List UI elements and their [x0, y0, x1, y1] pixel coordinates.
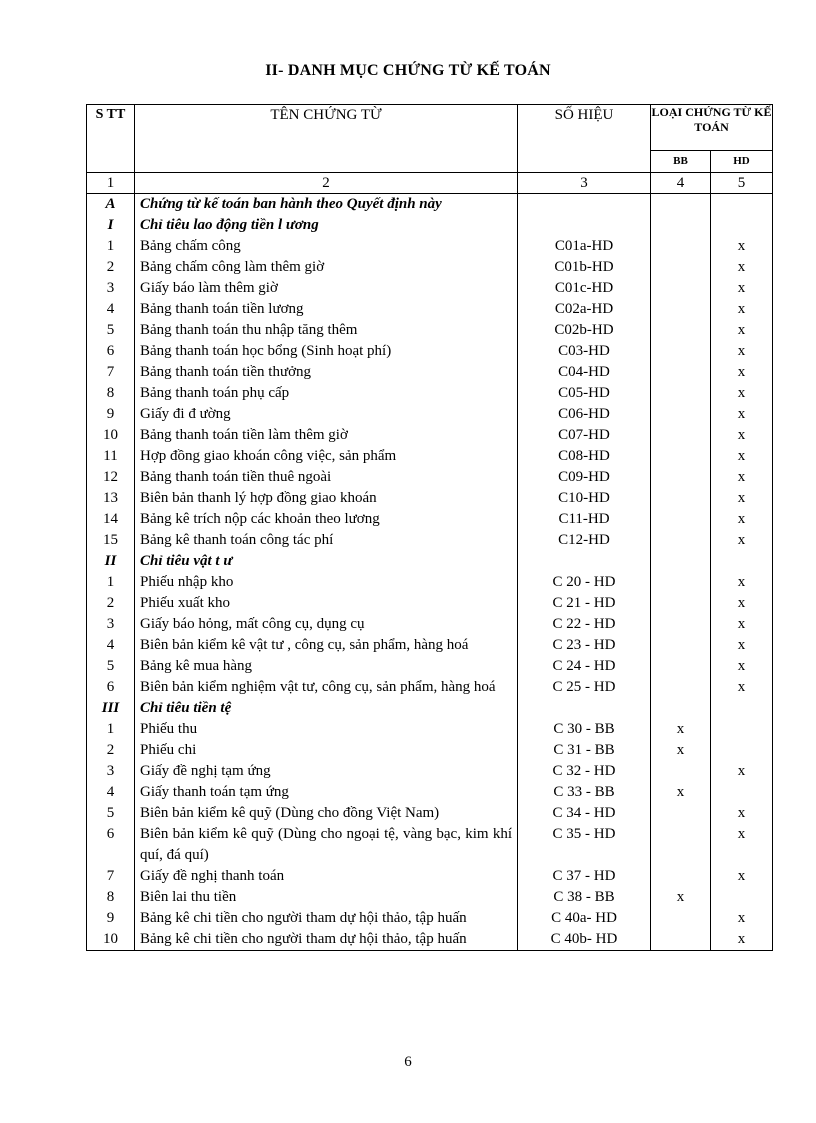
row-code: C08-HD: [518, 446, 651, 467]
column-number: 4: [651, 173, 711, 194]
row-code: C 21 - HD: [518, 593, 651, 614]
row-hd-mark: x: [711, 362, 773, 383]
row-code: C 37 - HD: [518, 866, 651, 887]
row-hd-mark: [711, 194, 773, 216]
row-bb-mark: [651, 908, 711, 929]
row-hd-mark: x: [711, 404, 773, 425]
row-bb-mark: [651, 257, 711, 278]
row-bb-mark: [651, 446, 711, 467]
row-bb-mark: [651, 215, 711, 236]
row-bb-mark: [651, 425, 711, 446]
section-row: [87, 215, 773, 236]
row-hd-mark: x: [711, 467, 773, 488]
row-name: Bảng kê thanh toán công tác phí: [135, 530, 518, 551]
row-name: Biên bản kiểm nghiệm vật tư, công cụ, sản phẩm, hàng hoá: [135, 677, 518, 698]
table-row: [87, 866, 773, 887]
row-stt: 5: [87, 803, 135, 824]
row-hd-mark: x: [711, 509, 773, 530]
row-bb-mark: [651, 824, 711, 866]
row-hd-mark: [711, 887, 773, 908]
row-code: C01a-HD: [518, 236, 651, 257]
section-row: [87, 698, 773, 719]
table-row: [87, 572, 773, 593]
row-bb-mark: [651, 803, 711, 824]
row-bb-mark: [651, 614, 711, 635]
row-hd-mark: [711, 719, 773, 740]
header-hd: HD: [711, 151, 773, 173]
row-name: Chỉ tiêu tiền tệ: [135, 698, 518, 719]
row-stt: 12: [87, 467, 135, 488]
row-code: C 22 - HD: [518, 614, 651, 635]
table-row: [87, 614, 773, 635]
header-name: TÊN CHỨNG TỪ: [135, 105, 518, 173]
table-row: [87, 446, 773, 467]
row-code: C02a-HD: [518, 299, 651, 320]
table-row: [87, 509, 773, 530]
row-code: C02b-HD: [518, 320, 651, 341]
row-bb-mark: [651, 698, 711, 719]
section-row: [87, 551, 773, 572]
table-row: [87, 656, 773, 677]
row-code: C 32 - HD: [518, 761, 651, 782]
row-name: Biên bản kiểm kê vật tư , công cụ, sản phẩm, hàng hoá: [135, 635, 518, 656]
row-name: Chỉ tiêu vật t ư: [135, 551, 518, 572]
row-bb-mark: [651, 278, 711, 299]
row-code: C 38 - BB: [518, 887, 651, 908]
row-name: Biên bản thanh lý hợp đồng giao khoán: [135, 488, 518, 509]
table-row: [87, 677, 773, 698]
header-code: SỐ HIỆU: [518, 105, 651, 173]
row-code: C05-HD: [518, 383, 651, 404]
row-bb-mark: [651, 383, 711, 404]
row-stt: 9: [87, 908, 135, 929]
row-code: C 30 - BB: [518, 719, 651, 740]
row-stt: 2: [87, 740, 135, 761]
table-row: [87, 824, 773, 866]
table-row: [87, 383, 773, 404]
row-bb-mark: [651, 656, 711, 677]
voucher-catalog-table: [86, 104, 773, 951]
row-code: C01c-HD: [518, 278, 651, 299]
row-code: [518, 215, 651, 236]
row-stt: 4: [87, 635, 135, 656]
row-bb-mark: [651, 236, 711, 257]
row-hd-mark: [711, 740, 773, 761]
table-row: [87, 320, 773, 341]
table-row: [87, 257, 773, 278]
row-hd-mark: x: [711, 824, 773, 866]
row-name: Giấy đề nghị thanh toán: [135, 866, 518, 887]
row-bb-mark: x: [651, 719, 711, 740]
row-code: C12-HD: [518, 530, 651, 551]
column-number: 1: [87, 173, 135, 194]
row-hd-mark: x: [711, 320, 773, 341]
row-name: Bảng kê trích nộp các khoản theo lương: [135, 509, 518, 530]
table-row: [87, 341, 773, 362]
row-code: [518, 194, 651, 216]
row-bb-mark: [651, 572, 711, 593]
row-name: Phiếu nhập kho: [135, 572, 518, 593]
row-name: Hợp đồng giao khoán công việc, sản phẩm: [135, 446, 518, 467]
row-bb-mark: [651, 635, 711, 656]
row-stt: 15: [87, 530, 135, 551]
row-bb-mark: [651, 404, 711, 425]
table-row: [87, 740, 773, 761]
row-bb-mark: [651, 320, 711, 341]
row-stt: 6: [87, 824, 135, 866]
row-bb-mark: [651, 467, 711, 488]
row-stt: 5: [87, 656, 135, 677]
row-name: Phiếu thu: [135, 719, 518, 740]
row-stt: 8: [87, 383, 135, 404]
row-stt: II: [87, 551, 135, 572]
row-hd-mark: [711, 215, 773, 236]
row-hd-mark: x: [711, 572, 773, 593]
row-code: C11-HD: [518, 509, 651, 530]
row-name: Bảng kê chi tiền cho người tham dự hội thảo, tập huấn: [135, 929, 518, 951]
row-stt: 8: [87, 887, 135, 908]
row-hd-mark: x: [711, 446, 773, 467]
row-bb-mark: [651, 761, 711, 782]
row-stt: 1: [87, 236, 135, 257]
row-hd-mark: x: [711, 257, 773, 278]
row-name: Biên bản kiểm kê quỹ (Dùng cho đồng Việt Nam): [135, 803, 518, 824]
row-bb-mark: [651, 866, 711, 887]
table-row: [87, 908, 773, 929]
row-stt: 2: [87, 593, 135, 614]
column-number: 5: [711, 173, 773, 194]
row-name: Phiếu xuất kho: [135, 593, 518, 614]
row-hd-mark: [711, 698, 773, 719]
section-row: [87, 194, 773, 216]
row-bb-mark: [651, 299, 711, 320]
row-bb-mark: [651, 929, 711, 951]
row-name: Bảng chấm công: [135, 236, 518, 257]
page-number: 6: [404, 1054, 412, 1070]
row-stt: 11: [87, 446, 135, 467]
table-row: [87, 887, 773, 908]
row-name: Bảng thanh toán tiền thưởng: [135, 362, 518, 383]
row-bb-mark: [651, 677, 711, 698]
row-code: C 40b- HD: [518, 929, 651, 951]
row-code: C 34 - HD: [518, 803, 651, 824]
column-number-row: [87, 173, 773, 194]
row-stt: 1: [87, 572, 135, 593]
row-hd-mark: x: [711, 593, 773, 614]
row-name: Bảng thanh toán phụ cấp: [135, 383, 518, 404]
row-code: C01b-HD: [518, 257, 651, 278]
row-hd-mark: x: [711, 635, 773, 656]
column-number: 3: [518, 173, 651, 194]
row-hd-mark: x: [711, 761, 773, 782]
row-bb-mark: x: [651, 887, 711, 908]
row-stt: 3: [87, 614, 135, 635]
row-name: Bảng thanh toán tiền làm thêm giờ: [135, 425, 518, 446]
table-row: [87, 278, 773, 299]
row-hd-mark: x: [711, 908, 773, 929]
row-stt: 10: [87, 929, 135, 951]
table-row: [87, 719, 773, 740]
row-bb-mark: [651, 194, 711, 216]
row-code: C 33 - BB: [518, 782, 651, 803]
row-hd-mark: x: [711, 929, 773, 951]
row-code: C03-HD: [518, 341, 651, 362]
row-hd-mark: x: [711, 488, 773, 509]
row-bb-mark: [651, 509, 711, 530]
row-name: Giấy đi đ ường: [135, 404, 518, 425]
row-code: C10-HD: [518, 488, 651, 509]
row-name: Biên bản kiểm kê quỹ (Dùng cho ngoại tệ, vàng bạc, kim khí quí, đá quí): [135, 824, 518, 866]
row-stt: 3: [87, 761, 135, 782]
column-number: 2: [135, 173, 518, 194]
table-row: [87, 488, 773, 509]
row-name: Bảng thanh toán học bổng (Sinh hoạt phí): [135, 341, 518, 362]
row-stt: 1: [87, 719, 135, 740]
row-code: C09-HD: [518, 467, 651, 488]
row-stt: 4: [87, 299, 135, 320]
row-hd-mark: x: [711, 614, 773, 635]
row-stt: 10: [87, 425, 135, 446]
row-hd-mark: x: [711, 677, 773, 698]
row-stt: 7: [87, 866, 135, 887]
row-bb-mark: [651, 551, 711, 572]
row-name: Giấy báo làm thêm giờ: [135, 278, 518, 299]
row-name: Giấy báo hỏng, mất công cụ, dụng cụ: [135, 614, 518, 635]
row-bb-mark: [651, 593, 711, 614]
row-stt: 6: [87, 677, 135, 698]
row-name: Phiếu chi: [135, 740, 518, 761]
row-name: Bảng thanh toán tiền thuê ngoài: [135, 467, 518, 488]
row-stt: 2: [87, 257, 135, 278]
row-name: Bảng thanh toán tiền lương: [135, 299, 518, 320]
row-stt: A: [87, 194, 135, 216]
row-code: C 23 - HD: [518, 635, 651, 656]
row-code: C 40a- HD: [518, 908, 651, 929]
row-hd-mark: x: [711, 656, 773, 677]
row-stt: 14: [87, 509, 135, 530]
row-name: Bảng kê chi tiền cho người tham dự hội thảo, tập huấn: [135, 908, 518, 929]
row-code: [518, 698, 651, 719]
table-row: [87, 929, 773, 951]
table-row: [87, 425, 773, 446]
table-row: [87, 299, 773, 320]
table-row: [87, 467, 773, 488]
row-name: Chứng từ kế toán ban hành theo Quyết định này: [135, 194, 518, 216]
row-name: Chỉ tiêu lao động tiền l ương: [135, 215, 518, 236]
table-row: [87, 362, 773, 383]
row-bb-mark: [651, 341, 711, 362]
row-name: Giấy thanh toán tạm ứng: [135, 782, 518, 803]
row-code: C 31 - BB: [518, 740, 651, 761]
row-hd-mark: [711, 782, 773, 803]
row-bb-mark: [651, 488, 711, 509]
row-stt: 4: [87, 782, 135, 803]
row-bb-mark: x: [651, 782, 711, 803]
row-name: Biên lai thu tiền: [135, 887, 518, 908]
row-bb-mark: x: [651, 740, 711, 761]
row-code: C07-HD: [518, 425, 651, 446]
row-code: C06-HD: [518, 404, 651, 425]
row-code: C 20 - HD: [518, 572, 651, 593]
row-stt: 3: [87, 278, 135, 299]
row-stt: I: [87, 215, 135, 236]
row-code: C04-HD: [518, 362, 651, 383]
table-row: [87, 404, 773, 425]
table-row: [87, 593, 773, 614]
row-stt: 5: [87, 320, 135, 341]
header-voucher-type: LOẠI CHỨNG TỪ KẾ TOÁN: [651, 105, 773, 151]
row-name: Bảng kê mua hàng: [135, 656, 518, 677]
row-bb-mark: [651, 530, 711, 551]
row-hd-mark: x: [711, 425, 773, 446]
table-row: [87, 803, 773, 824]
row-code: C 25 - HD: [518, 677, 651, 698]
row-bb-mark: [651, 362, 711, 383]
row-code: C 24 - HD: [518, 656, 651, 677]
row-code: [518, 551, 651, 572]
header-bb: BB: [651, 151, 711, 173]
table-row: [87, 236, 773, 257]
table-row: [87, 782, 773, 803]
page-title: II- DANH MỤC CHỨNG TỪ KẾ TOÁN: [265, 62, 551, 79]
row-hd-mark: x: [711, 803, 773, 824]
row-stt: 7: [87, 362, 135, 383]
row-name: Bảng chấm công làm thêm giờ: [135, 257, 518, 278]
row-hd-mark: x: [711, 278, 773, 299]
row-name: Giấy đề nghị tạm ứng: [135, 761, 518, 782]
row-hd-mark: x: [711, 341, 773, 362]
table-row: [87, 530, 773, 551]
row-hd-mark: x: [711, 383, 773, 404]
row-stt: III: [87, 698, 135, 719]
row-hd-mark: x: [711, 866, 773, 887]
header-stt: S TT: [87, 105, 135, 173]
row-code: C 35 - HD: [518, 824, 651, 866]
row-hd-mark: x: [711, 236, 773, 257]
table-row: [87, 635, 773, 656]
row-stt: 6: [87, 341, 135, 362]
row-stt: 13: [87, 488, 135, 509]
row-stt: 9: [87, 404, 135, 425]
row-hd-mark: x: [711, 299, 773, 320]
table-row: [87, 761, 773, 782]
row-hd-mark: x: [711, 530, 773, 551]
row-hd-mark: [711, 551, 773, 572]
row-name: Bảng thanh toán thu nhập tăng thêm: [135, 320, 518, 341]
